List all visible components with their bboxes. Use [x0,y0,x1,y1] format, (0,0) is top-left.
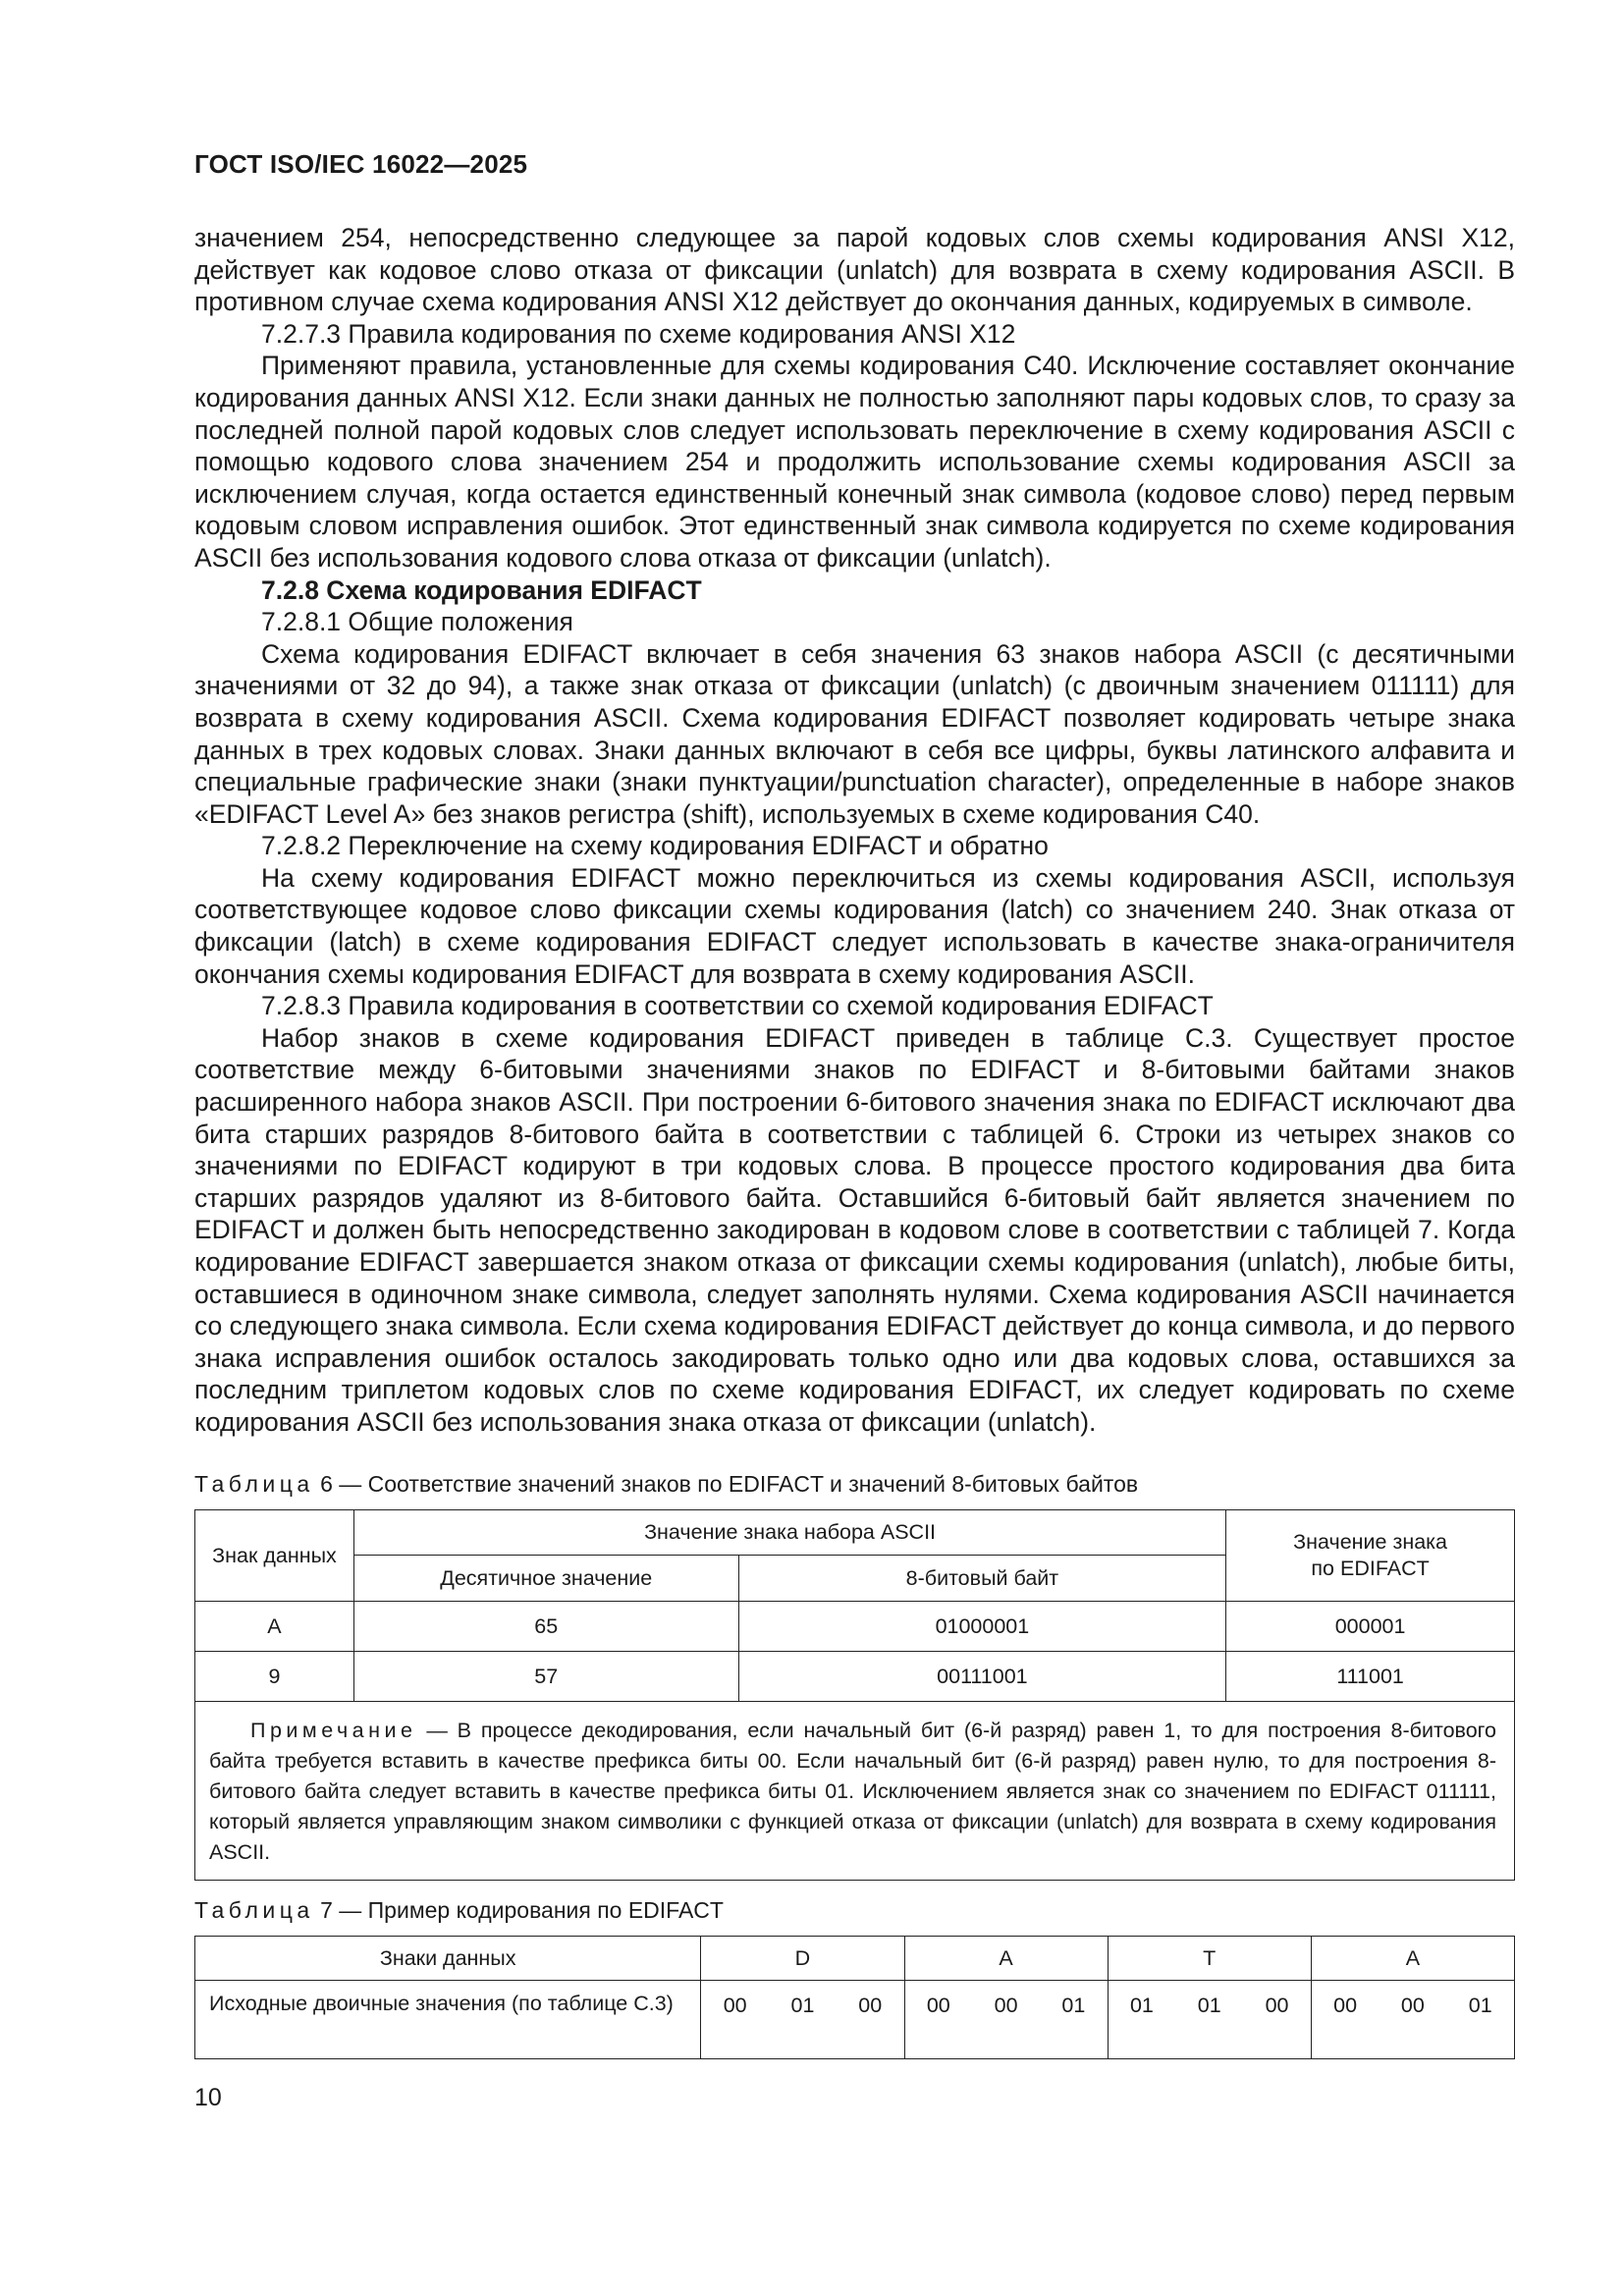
paragraph: На схему кодирования EDIFACT можно переключиться из схемы кодирования ASCII, используя соответствующее кодовое слово фиксации схемы кодирования (latch) со значением 240. Знак отказа от фиксации (latch) в схеме кодирования EDIFACT следует использовать в качестве знака-ограничителя окончания схемы кодирования EDIFACT для возврата в схему кодирования ASCII. [194,862,1515,989]
table6-cell-decimal: 65 [353,1602,738,1652]
table7-caption-text: 7 — Пример кодирования по EDIFACT [320,1897,724,1923]
table7-bit: 00 [1379,1981,1446,2059]
subsection-heading: 7.2.7.3 Правила кодирования по схеме кодирования ANSI X12 [261,318,1016,349]
table7-bit: 01 [1446,1981,1514,2059]
paragraph: значением 254, непосредственно следующее за парой кодовых слов схемы кодирования ANSI X12, действует как кодовое слово отказа от фиксации (unlatch) для возврата в схему кодирования ASCII. В противном случае схема кодирования ANSI X12 действует до окончания данных, кодируемых в символе. [194,223,1515,317]
table6-cell-char: 9 [195,1652,354,1702]
table7-header-label: Знаки данных [195,1937,701,1981]
table6-caption-text: 6 — Соответствие значений знаков по EDIFACT и значений 8-битовых байтов [320,1471,1139,1497]
table6-note [195,1702,1515,1881]
table7-bit: 00 [972,1981,1040,2059]
table6-header-edifact [1226,1510,1515,1602]
table6-note-text: — В процессе декодирования, если начальный бит (6-й разряд) равен 1, то для построения 8-битового байта требуется вставить в качестве префикса биты 00. Если начальный бит (6-й разряд) равен нулю, то для построения 8-битового байта следует вставить в качестве префикса биты 01. Исключением является знак со значением по EDIFACT 011111, который является управляющим знаком символики с функцией отказа от фиксации (unlatch) для возврата в схему кодирования ASCII. [209,1719,1496,1864]
table6-header-edifact-line2: по EDIFACT [1311,1557,1430,1580]
paragraph: Применяют правила, установленные для схемы кодирования C40. Исключение составляет окончание кодирования данных ANSI X12. Если знаки данных не полностью заполняют пары кодовых слов, то сразу за последней полной парой кодовых слов следует использовать переключение в схему кодирования ASCII с помощью кодового слова значением 254 и продолжить использование схемы кодирования ASCII за исключением случая, когда остается единственный конечный знак символа (кодовое слово) перед первым кодовым словом исправления ошибок. Этот единственный знак символа кодируется по схеме кодирования ASCII без использования кодового слова отказа от фиксации (unlatch). [194,351,1515,573]
table-row [195,1652,1515,1702]
table7-bit: 00 [1243,1981,1311,2059]
table7-char: D [701,1937,904,1981]
table7-bit: 01 [1108,1981,1175,2059]
table6-caption [194,1470,1138,1498]
table6-cell-edifact: 111001 [1226,1652,1515,1702]
table7-caption-word: Таблица [194,1897,314,1923]
table7 [194,1936,1515,2059]
table6-header-edifact-line1: Значение знака [1293,1530,1448,1554]
table7-char: T [1108,1937,1311,1981]
table6-cell-char: A [195,1602,354,1652]
table6-header-ascii: Значение знака набора ASCII [353,1510,1225,1556]
table-row [195,1602,1515,1652]
section-heading: 7.2.8 Схема кодирования EDIFACT [261,574,702,605]
table7-bit: 00 [837,1981,904,2059]
body-text [194,222,1515,1439]
table7-bit: 00 [1311,1981,1379,2059]
table6-header-data-char: Знак данных [195,1510,354,1602]
table7-bit: 01 [769,1981,837,2059]
table7-bit: 01 [1175,1981,1243,2059]
subsection-heading: 7.2.8.2 Переключение на схему кодирования EDIFACT и обратно [261,831,1049,861]
table6-cell-byte8: 01000001 [738,1602,1226,1652]
subsection-heading: 7.2.8.3 Правила кодирования в соответствии со схемой кодирования EDIFACT [261,991,1214,1021]
table6-cell-byte8: 00111001 [738,1652,1226,1702]
subsection-heading: 7.2.8.1 Общие положения [261,607,573,637]
table7-row-label: Исходные двоичные значения (по таблице C.3) [195,1981,701,2059]
table7-caption [194,1896,724,1924]
table6-cell-edifact: 000001 [1226,1602,1515,1652]
table7-bit: 01 [1040,1981,1108,2059]
paragraph: Схема кодирования EDIFACT включает в себя значения 63 знаков набора ASCII (с десятичными значениями от 32 до 94), а также знак отказа от фиксации (unlatch) (с двоичным значением 011111) для возврата в схему кодирования ASCII. Схема кодирования EDIFACT позволяет кодировать четыре знака данных в трех кодовых словах. Знаки данных включают в себя все цифры, буквы латинского алфавита и специальные графические знаки (знаки пунктуации/punctuation character), определенные в наборе знаков «EDIFACT Level A» без знаков регистра (shift), используемых в схеме кодирования C40. [194,638,1515,829]
table7-bit: 00 [904,1981,972,2059]
table6-caption-word: Таблица [194,1471,314,1497]
page-number: 10 [194,2084,222,2111]
table6-header-byte8: 8-битовый байт [738,1556,1226,1602]
table6-note-label: Примечание [250,1719,417,1742]
table-row [195,1981,1515,2059]
table6-header-decimal: Десятичное значение [353,1556,738,1602]
paragraph: Набор знаков в схеме кодирования EDIFACT приведен в таблице C.3. Существует простое соответствие между 6-битовыми значениями знаков по EDIFACT и 8-битовыми байтами знаков расширенного набора знаков ASCII. При построении 6-битового значения знака по EDIFACT исключают два бита старших разрядов 8-битового байта в соответствии с таблицей 6. Строки из четырех знаков со значениями по EDIFACT кодируют в три кодовых слова. В процессе простого кодирования два бита старших разрядов удаляют из 8-битового байта. Оставшийся 6-битовый байт является значением по EDIFACT и должен быть непосредственно закодирован в кодовом слове в соответствии с таблицей 7. Когда кодирование EDIFACT завершается знаком отказа от фиксации схемы кодирования (unlatch), любые биты, оставшиеся в одиночном знаке символа, следует заполнять нулями. Схема кодирования ASCII начинается со следующего знака символа. Если схема кодирования EDIFACT действует до конца символа, и до первого знака исправления ошибок осталось закодировать только одно или два кодовых слова, оставшихся за последним триплетом кодовых слов по схеме кодирования EDIFACT, их следует кодировать по схеме кодирования ASCII без использования знака отказа от фиксации (unlatch). [194,1022,1515,1437]
table7-char: A [904,1937,1108,1981]
table7-bit: 00 [701,1981,769,2059]
table7-char: A [1311,1937,1514,1981]
table6-cell-decimal: 57 [353,1652,738,1702]
table6 [194,1509,1515,1881]
page-header: ГОСТ ISO/IEC 16022—2025 [194,149,528,179]
